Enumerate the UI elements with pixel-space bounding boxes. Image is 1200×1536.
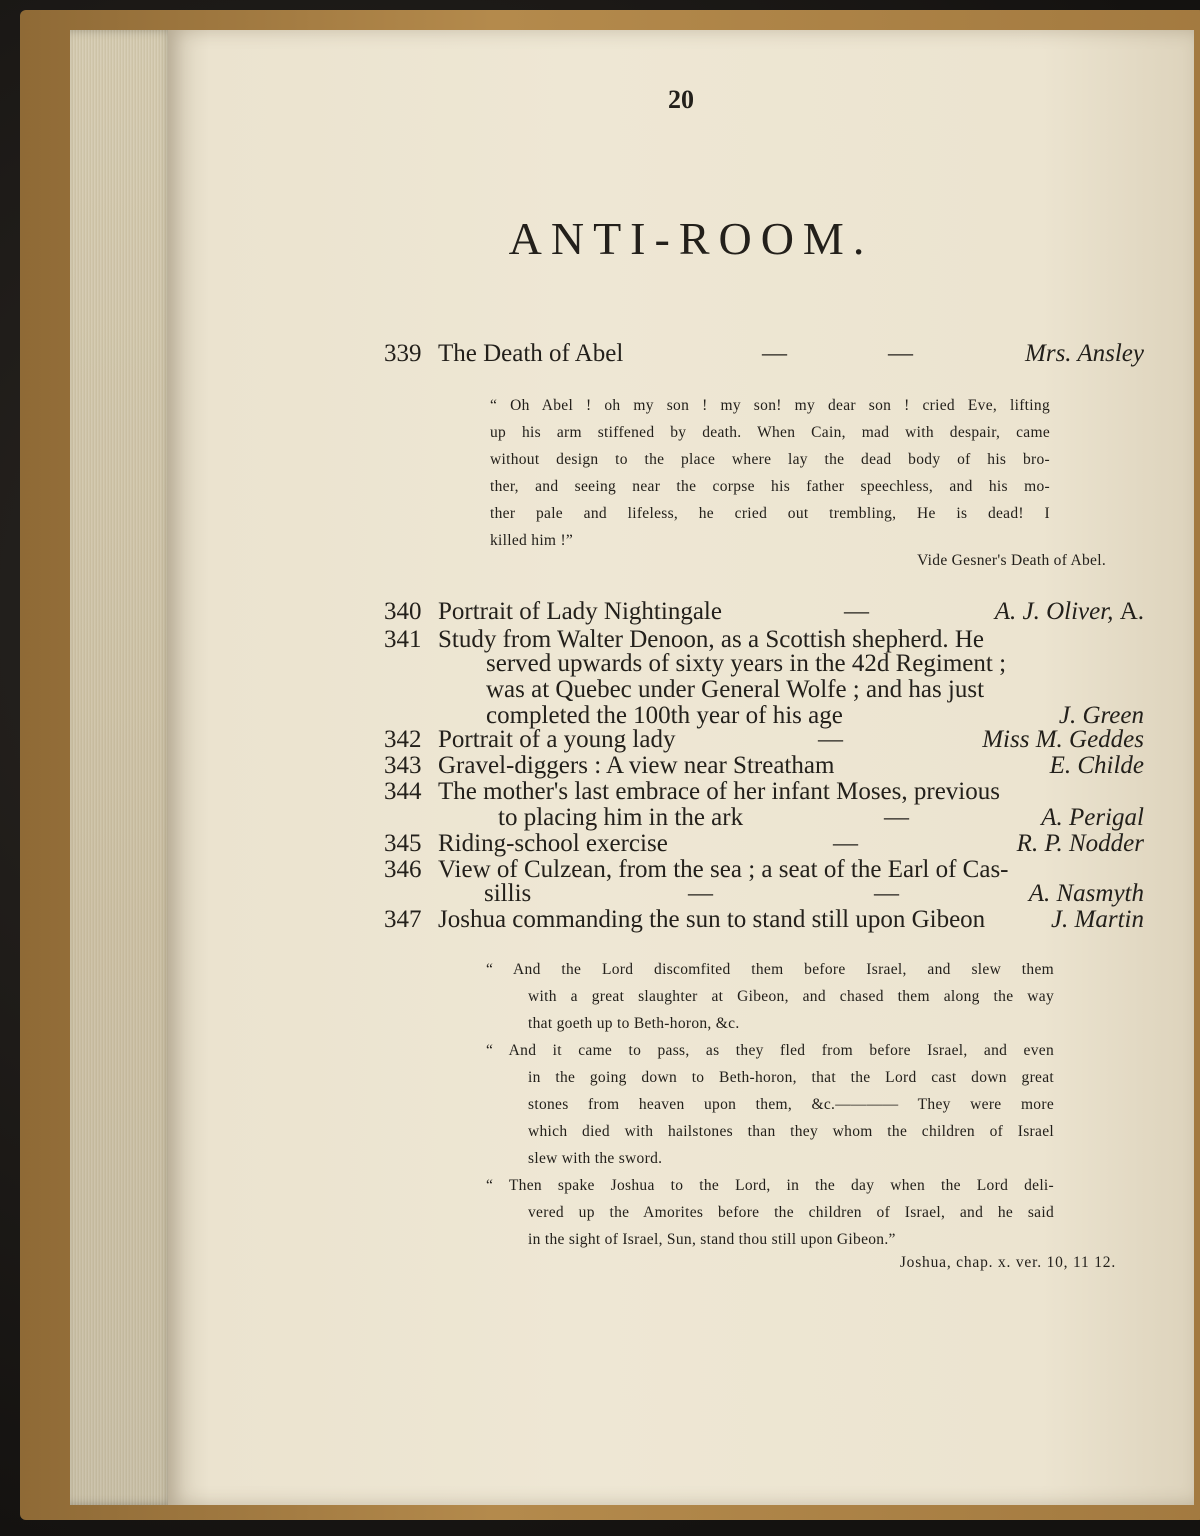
quotation-line: without design to the place where lay the dead body of his bro- [490,451,1050,468]
entry-title-continued: to placing him in the ark [498,804,744,831]
quotation-line: in the going down to Beth-horon, that the Lord cast down great [528,1069,1054,1086]
quotation-line: ther, and seeing near the corpse his father speechless, and his mo- [490,478,1050,495]
entry-title-continued: was at Quebec under General Wolfe ; and has just [486,676,985,703]
entry-title-continued: served upwards of sixty years in the 42d Regiment ; [486,650,1007,677]
entry-artist: E. Childe [1049,752,1144,779]
entry-number: 346 [384,856,422,883]
entry-number: 342 [384,726,422,753]
entry-number: 339 [384,340,422,367]
entry-title: Joshua commanding the sun to stand still upon Gibeon [438,906,986,933]
quotation-death-of-abel [490,392,1050,554]
entry-title: The mother's last embrace of her infant Moses, previous [438,778,1000,805]
quotation-line: which died with hailstones than they whom the children of Israel [528,1123,1054,1140]
entry-number: 340 [384,598,422,625]
entry-dash: — [874,880,899,907]
entry-artist: Miss M. Geddes [982,726,1144,753]
catalogue-page [168,30,1194,1505]
entry-dash: — [884,804,909,831]
entry-title: Study from Walter Denoon, as a Scottish shepherd. He [438,626,985,653]
page-edges-shading [70,30,175,1505]
entry-dash: — [818,726,843,753]
quotation-line: “ And the Lord discomfited them before Israel, and slew them [486,961,1054,978]
entry-number: 344 [384,778,422,805]
entry-artist: A. Nasmyth [1028,880,1144,907]
quotation-line: up his arm stiffened by death. When Cain, mad with despair, came [490,424,1050,441]
entry-artist: J. Green [1058,702,1144,729]
quotation-line: vered up the Amorites before the children of Israel, and he said [528,1204,1054,1221]
quotation-line: “ And it came to pass, as they fled from before Israel, and even [486,1042,1054,1059]
quotation-line: with a great slaughter at Gibeon, and chased them along the way [528,988,1054,1005]
page-number: 20 [668,85,694,114]
entry-title-continued: sillis [484,880,532,907]
entry-dash: — [833,830,858,857]
entry-title: The Death of Abel [438,340,624,367]
quotation-line: killed him !” [490,532,574,549]
entry-title: Gravel-diggers : A view near Streatham [438,752,835,779]
quotation-line: in the sight of Israel, Sun, stand thou still upon Gibeon.” [528,1231,896,1248]
quotation-line: that goeth up to Beth-horon, &c. [528,1015,740,1032]
entry-dash: — [762,340,787,367]
entry-number: 341 [384,626,422,653]
page-heading: ANTI-ROOM. [508,213,874,264]
entry-artist: J. Martin [1050,906,1144,933]
entry-title-continued: completed the 100th year of his age [486,702,843,729]
entry-number: 343 [384,752,422,779]
quotation-line: slew with the sword. [528,1150,663,1167]
quotation-line: ther pale and lifeless, he cried out trembling, He is dead! I [490,505,1050,522]
entry-number: 347 [384,906,422,933]
entry-number: 345 [384,830,422,857]
entry-title: Portrait of Lady Nightingale [438,598,722,625]
quotation-source: Joshua, chap. x. ver. 10, 11 12. [899,1254,1116,1271]
quotation-source: Vide Gesner's Death of Abel. [917,552,1106,569]
entry-artist-suffix: A. [1119,598,1144,625]
entry-artist: Mrs. Ansley [1025,340,1144,367]
entry-dash: — [888,340,913,367]
quotation-joshua [486,956,1054,1253]
entry-dash: — [688,880,713,907]
entry-artist: A. Perigal [1041,804,1144,831]
entry-dash: — [844,598,869,625]
quotation-line: “ Oh Abel ! oh my son ! my son! my dear son ! cried Eve, lifting [490,397,1050,414]
entry-title: View of Culzean, from the sea ; a seat of the Earl of Cas- [438,856,1009,883]
entry-artist: A. J. Oliver, A. [994,598,1144,625]
quotation-line: stones from heaven upon them, &c.———— They were more [528,1096,1054,1113]
entry-title: Portrait of a young lady [438,726,676,753]
entry-title: Riding-school exercise [438,830,668,857]
quotation-line: “ Then spake Joshua to the Lord, in the day when the Lord deli- [486,1177,1054,1194]
entry-artist: R. P. Nodder [1016,830,1144,857]
